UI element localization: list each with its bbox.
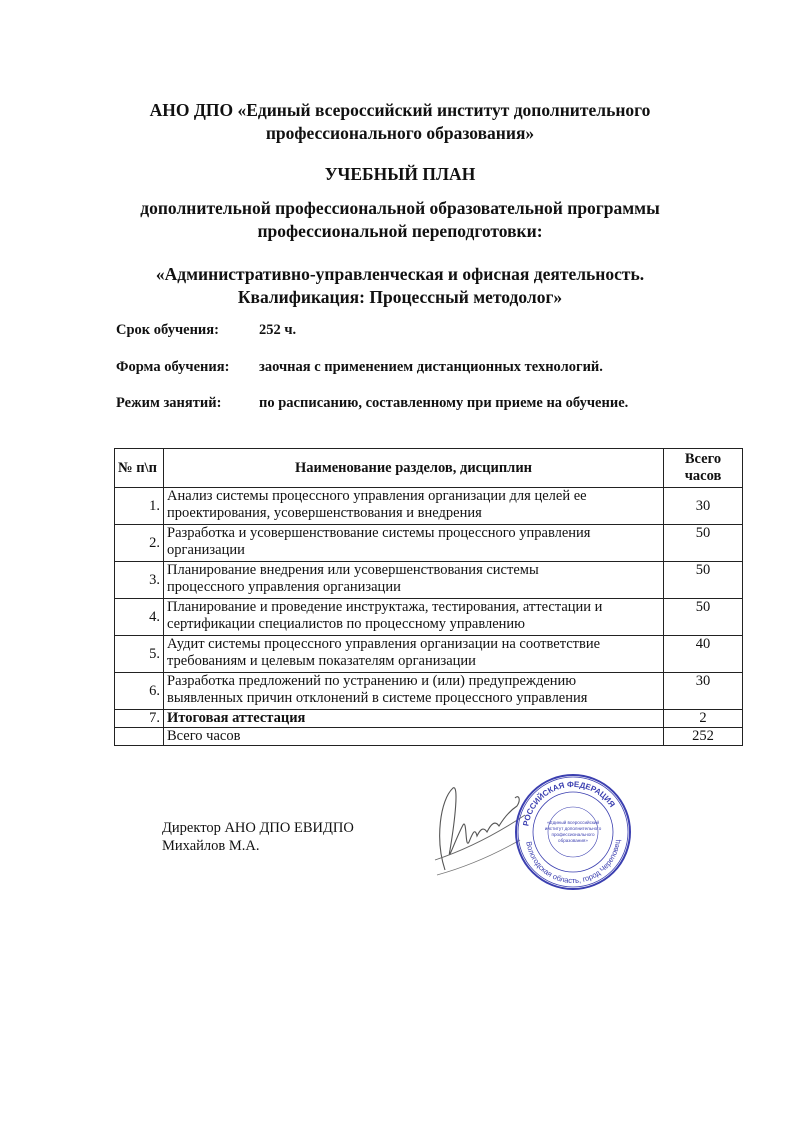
table-row	[115, 562, 743, 599]
row-name: Итоговая аттестация	[164, 710, 664, 728]
program-line-1: «Административно-управленческая и офисная деятельность.	[155, 264, 645, 284]
info-value: заочная с применением дистанционных технологий.	[259, 359, 603, 375]
program-name	[0, 263, 800, 309]
table-header-row	[115, 449, 743, 488]
document-subtitle	[0, 197, 800, 243]
row-name-line-2: выявленных причин отклонений в системе процессного управления	[167, 690, 588, 706]
row-hours: 40	[664, 636, 743, 673]
table-row	[115, 525, 743, 562]
info-value: по расписанию, составленному при приеме на обучение.	[259, 395, 629, 411]
header-num: № п\п	[115, 449, 164, 488]
document-title: УЧЕБНЫЙ ПЛАН	[324, 164, 476, 184]
svg-text:Вологодская область, город Чер: Вологодская область, город Череповец	[524, 838, 622, 886]
row-num: 2.	[115, 525, 164, 562]
row-name	[164, 599, 664, 636]
row-name	[164, 562, 664, 599]
row-num: 4.	[115, 599, 164, 636]
table-row	[115, 488, 743, 525]
row-hours: 50	[664, 599, 743, 636]
row-name-line-1: Разработка и усовершенствование системы процессного управления	[167, 525, 591, 541]
table-row	[115, 636, 743, 673]
svg-text:образования»: образования»	[558, 838, 588, 843]
row-name	[164, 673, 664, 710]
row-name	[164, 636, 664, 673]
row-hours: 50	[664, 525, 743, 562]
org-line-2: профессионального образования»	[265, 123, 535, 143]
row-name-line-2: требованиям и целевым показателям организации	[167, 653, 476, 669]
info-value: 252 ч.	[259, 322, 297, 338]
row-hours: 50	[664, 562, 743, 599]
table-row	[115, 599, 743, 636]
row-num: 3.	[115, 562, 164, 599]
row-num: 5.	[115, 636, 164, 673]
row-hours: 30	[664, 488, 743, 525]
row-name	[164, 525, 664, 562]
row-name-line-1: Анализ системы процессного управления организации для целей ее	[167, 488, 587, 504]
row-hours: 252	[664, 728, 743, 746]
table-row	[115, 673, 743, 710]
table-row-final-attestation	[115, 710, 743, 728]
svg-text:профессионального: профессионального	[551, 832, 595, 837]
row-name-line-1: Аудит системы процессного управления организации на соответствие	[167, 636, 601, 652]
curriculum-table	[114, 448, 743, 746]
svg-text:институт дополнительного: институт дополнительного	[544, 826, 602, 831]
row-hours: 30	[664, 673, 743, 710]
row-num: 1.	[115, 488, 164, 525]
info-label: Срок обучения:	[116, 322, 219, 338]
row-name-line-2: сертификации специалистов по процессному управлению	[167, 616, 526, 632]
program-line-2: Квалификация: Процессный методолог»	[237, 287, 563, 307]
org-line-1: АНО ДПО «Единый всероссийский институт дополнительного	[149, 100, 651, 120]
row-name-line-2: проектирования, усовершенствования и внедрения	[167, 505, 482, 521]
subtitle-line-2: профессиональной переподготовки:	[257, 221, 543, 241]
svg-text:РОССИЙСКАЯ ФЕДЕРАЦИЯ: РОССИЙСКАЯ ФЕДЕРАЦИЯ	[521, 779, 617, 827]
row-name: Всего часов	[164, 728, 664, 746]
signer-name: Михайлов М.А.	[162, 838, 260, 854]
info-label: Режим занятий:	[116, 395, 222, 411]
signer-position: Директор АНО ДПО ЕВИДПО	[162, 820, 354, 836]
row-name	[164, 488, 664, 525]
official-stamp-icon	[512, 772, 634, 892]
header-name: Наименование разделов, дисциплин	[164, 449, 664, 488]
row-name-line-2: организации	[167, 542, 245, 558]
row-name-line-1: Планирование и проведение инструктажа, тестирования, аттестации и	[167, 599, 603, 615]
info-label: Форма обучения:	[116, 359, 230, 375]
row-num: 7.	[115, 710, 164, 728]
row-num: 6.	[115, 673, 164, 710]
row-name-line-1: Разработка предложений по устранению и (или) предупреждению	[167, 673, 577, 689]
table-row-total	[115, 728, 743, 746]
row-hours: 2	[664, 710, 743, 728]
header-hours	[664, 449, 743, 488]
svg-text:«Единый всероссийский: «Единый всероссийский	[546, 820, 600, 825]
row-num-empty	[115, 728, 164, 746]
header-hours-line-2: часов	[684, 468, 722, 484]
row-name-line-1: Планирование внедрения или усовершенствования системы	[167, 562, 539, 578]
signer-block	[162, 819, 354, 855]
header-hours-line-1: Всего	[684, 451, 722, 467]
subtitle-line-1: дополнительной профессиональной образовательной программы	[140, 198, 660, 218]
row-name-line-2: процессного управления организации	[167, 579, 401, 595]
organization-name	[0, 99, 800, 145]
